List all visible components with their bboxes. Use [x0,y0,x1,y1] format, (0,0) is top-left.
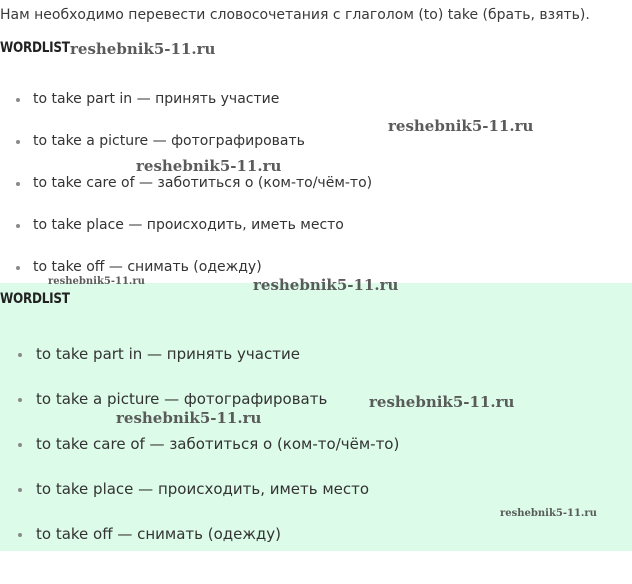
bullet-icon [18,533,22,537]
list-item-text: to take part in — принять участие [36,345,300,363]
bullet-icon [16,140,20,144]
bullet-icon [18,398,22,402]
bullet-icon [16,182,20,186]
watermark: reshebnik5-11.ru [48,276,145,287]
list-item [0,479,399,524]
list-item [0,173,372,215]
watermark: reshebnik5-11.ru [70,40,216,58]
list-item-text: to take off — снимать (одежду) [36,525,281,543]
watermark: reshebnik5-11.ru [253,276,399,294]
list-item [0,344,399,389]
watermark: reshebnik5-11.ru [388,117,534,135]
list-item-text: to take part in — принять участие [33,91,280,107]
bullet-icon [16,266,20,270]
list-item [0,524,399,569]
bullet-icon [16,98,20,102]
wordlist-heading-highlighted: WORDLIST [0,291,70,307]
watermark: reshebnik5-11.ru [116,409,262,427]
intro-text: Нам необходимо перевести словосочетания с глаголом (to) take (брать, взять). [0,7,590,23]
list-item-text: to take care of — заботиться о (ком-то/чём-то) [33,175,373,191]
bullet-icon [16,224,20,228]
list-item-text: to take off — снимать (одежду) [33,259,262,275]
bullet-icon [18,443,22,447]
watermark: reshebnik5-11.ru [369,393,515,411]
list-item-text: to take care of — заботиться о (ком-то/чём-то) [36,435,400,453]
watermark: reshebnik5-11.ru [136,157,282,175]
wordlist-highlighted [0,344,399,569]
wordlist [0,89,372,299]
list-item [0,89,372,131]
bullet-icon [18,353,22,357]
list-item-text: to take a picture — фотографировать [36,390,328,408]
list-item-text: to take place — происходить, иметь место [36,480,370,498]
bullet-icon [18,488,22,492]
list-item [0,215,372,257]
watermark: reshebnik5-11.ru [500,508,597,519]
list-item-text: to take a picture — фотографировать [33,133,305,149]
wordlist-heading: WORDLIST [0,40,70,56]
list-item-text: to take place — происходить, иметь место [33,217,344,233]
list-item [0,434,399,479]
